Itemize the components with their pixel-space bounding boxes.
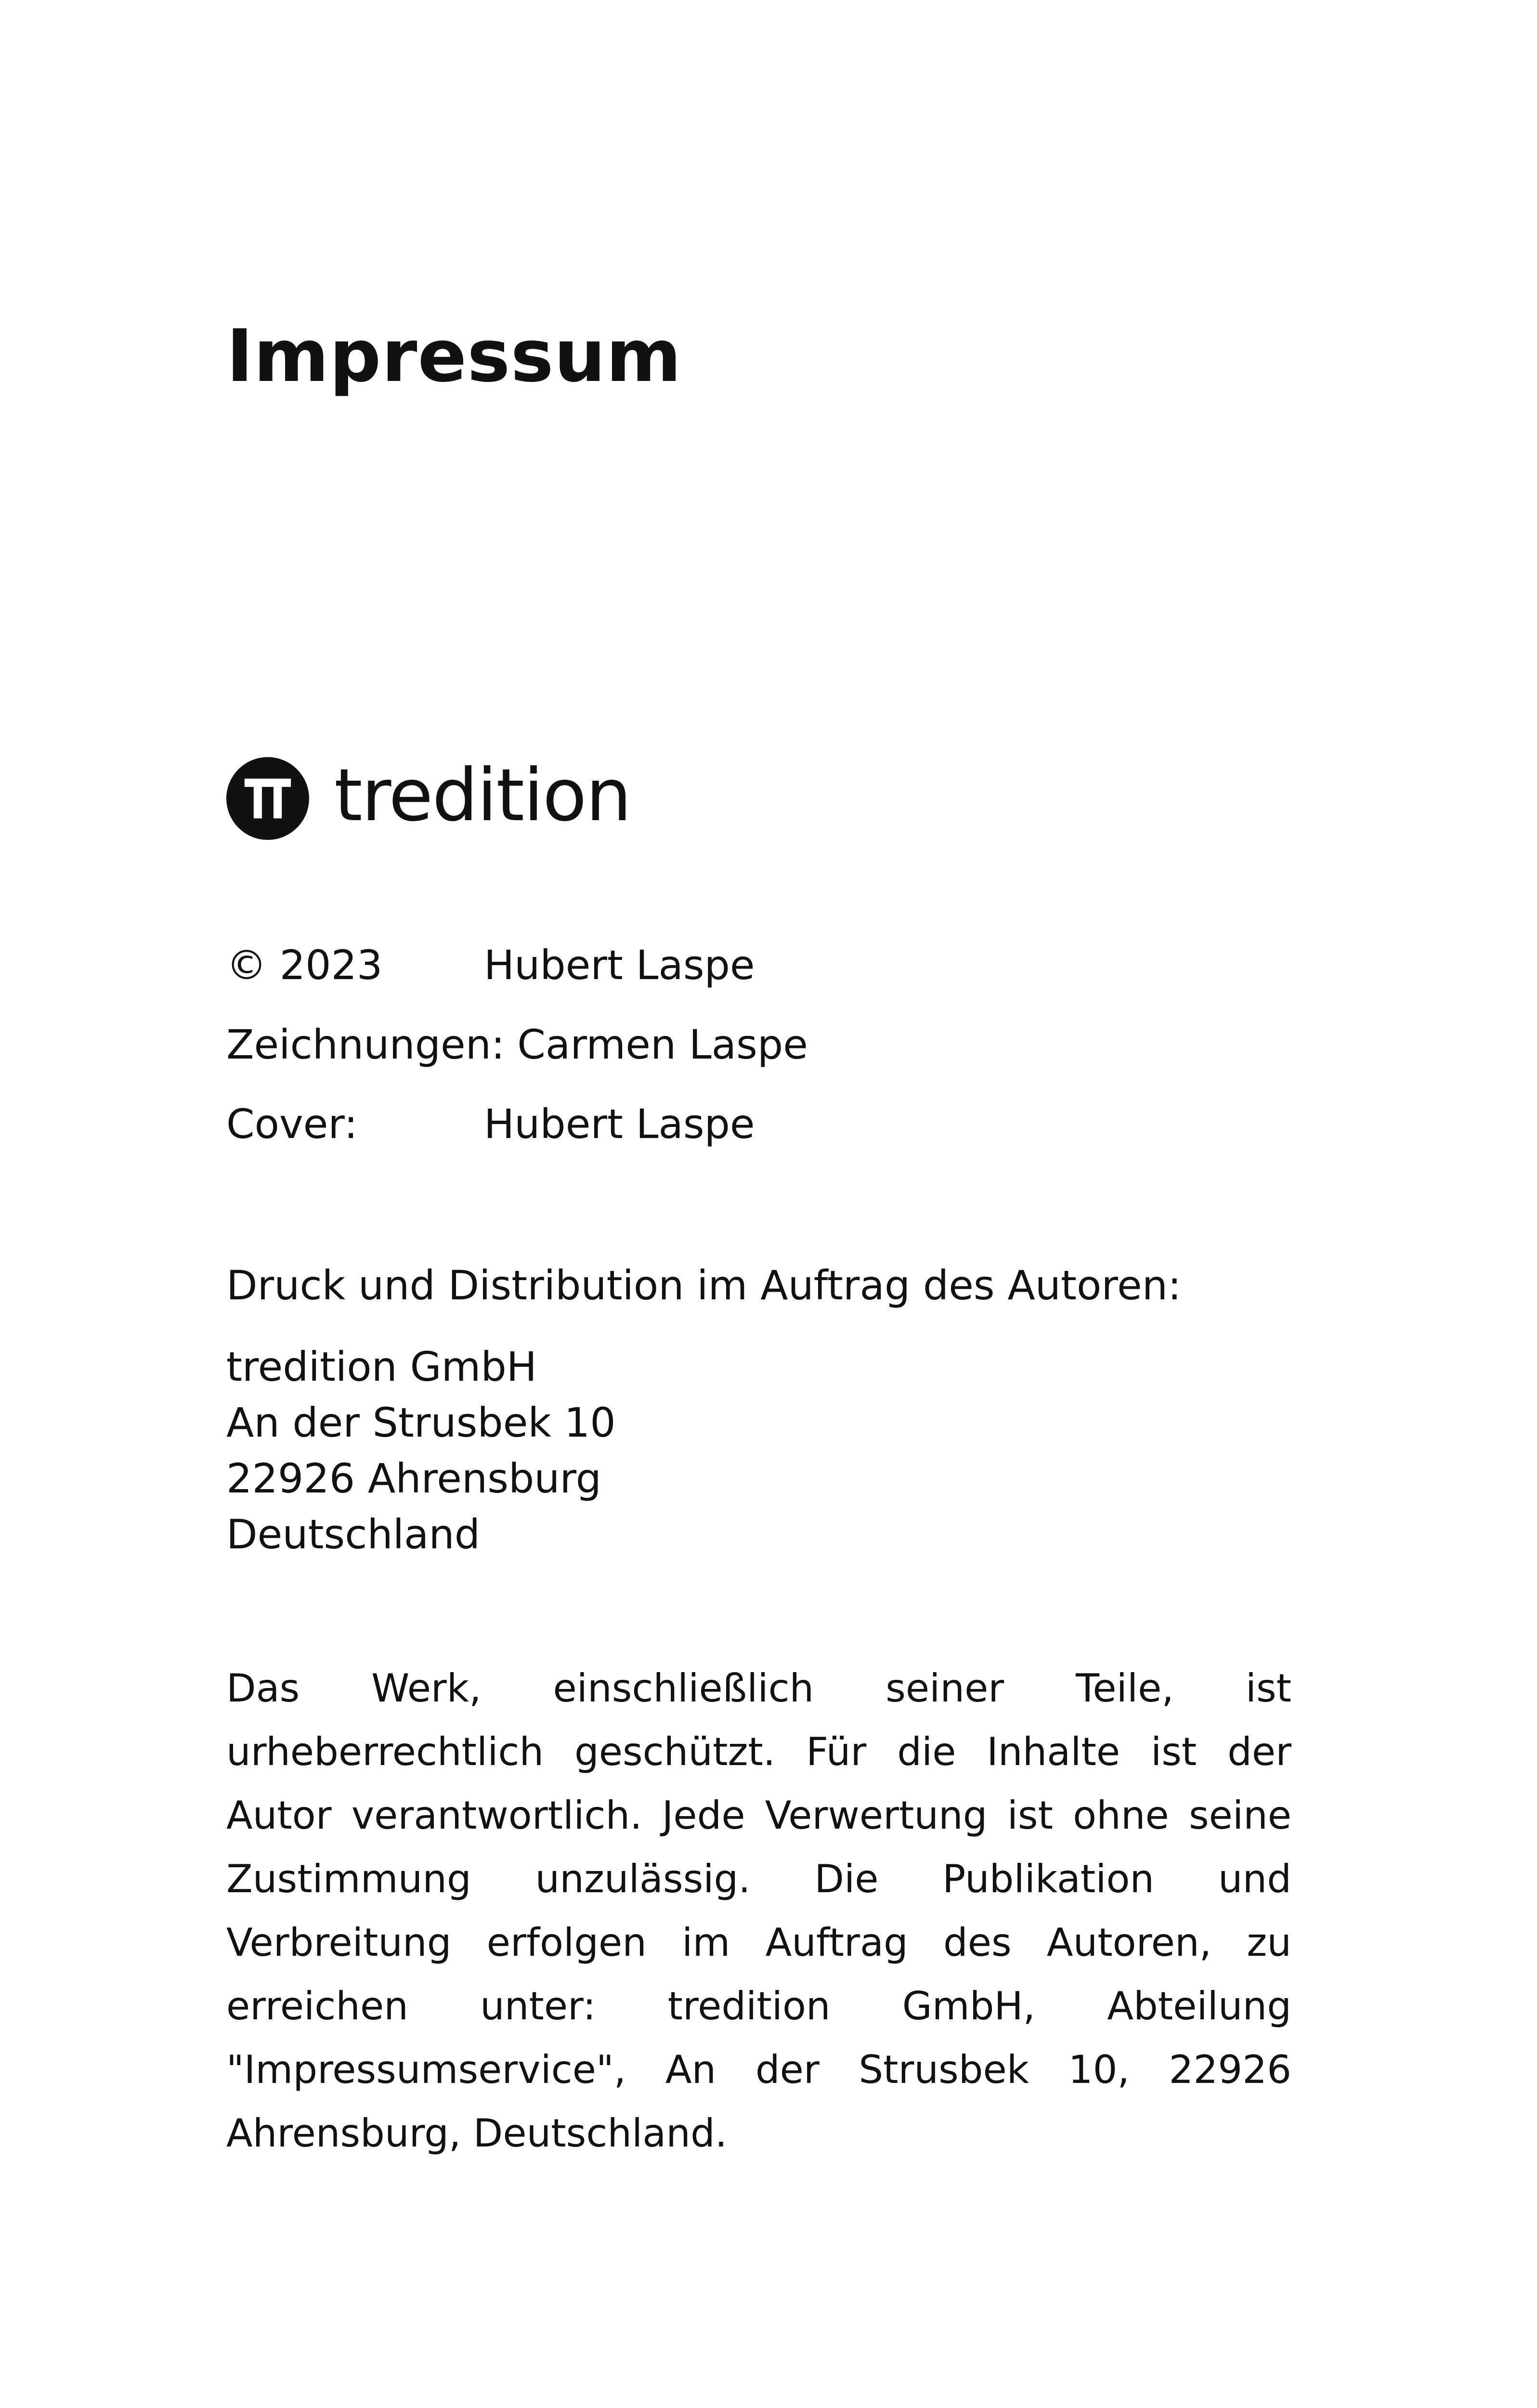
credit-value: Carmen Laspe — [517, 1021, 808, 1068]
logo-wordmark: tredition — [334, 753, 631, 838]
credits — [226, 942, 808, 1180]
print-distribution-heading: Druck und Distribution im Auftrag des Autoren: — [226, 1262, 1182, 1309]
page-title: Impressum — [226, 314, 682, 398]
credit-row-copyright — [226, 942, 808, 1021]
credit-label: Zeichnungen: — [226, 1021, 505, 1068]
publisher-logo — [226, 754, 631, 843]
credit-label: Cover: — [226, 1100, 358, 1148]
legal-notice: Das Werk, einschließlich seiner Teile, ist urheberrechtlich geschützt. Für die Inhalte ist der Autor verantwortlich. Jede Verwertung ist ohne seine Zustimmung unzulässig. Die Publikation und Verbreitung erfolgen im Auftrag des Autoren, zu erreichen unter: tredition GmbH, Abteilung "Impressumservice", An der Strusbek 10, 22926 Ahrensburg, Deutschland. — [226, 1666, 1291, 2156]
credit-value: Hubert Laspe — [484, 942, 755, 989]
address-line: 22926 Ahrensburg — [226, 1455, 601, 1502]
credit-row-drawings — [226, 1021, 808, 1100]
address-line: An der Strusbek 10 — [226, 1399, 616, 1446]
address-line: Deutschland — [226, 1511, 481, 1558]
tredition-logo-icon — [226, 757, 309, 840]
credit-label: © 2023 — [226, 942, 383, 989]
publisher-address — [226, 1339, 616, 1562]
credit-value: Hubert Laspe — [484, 1100, 755, 1148]
address-line: tredition GmbH — [226, 1343, 537, 1390]
credit-row-cover — [226, 1100, 808, 1180]
